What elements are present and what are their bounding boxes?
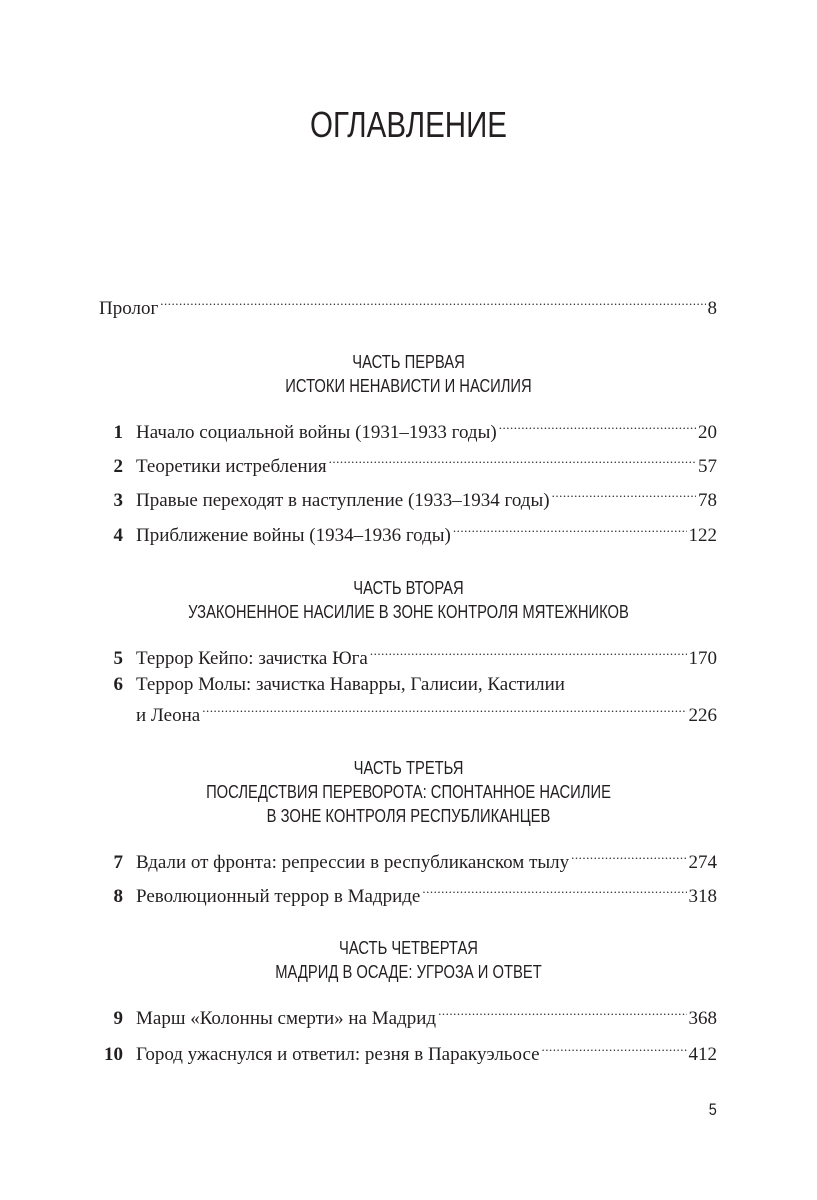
dot-leader — [329, 446, 696, 472]
entry-page: 57 — [698, 456, 717, 477]
page-title: ОГЛАВЛЕНИЕ — [309, 104, 508, 145]
toc-entry-chapter[interactable] — [99, 842, 717, 873]
part-title: МАДРИД В ОСАДЕ: УГРОЗА И ОТВЕТ — [275, 962, 542, 982]
entry-title: Вдали от фронта: репрессии в республиканском тылу — [136, 852, 570, 873]
entry-page: 170 — [688, 648, 717, 669]
entry-title: Город ужаснулся и ответил: резня в Паракуэльосе — [136, 1044, 540, 1065]
chapter-number: 3 — [113, 490, 123, 511]
dot-leader — [160, 288, 705, 314]
part-title: ИСТОКИ НЕНАВИСТИ И НАСИЛИЯ — [285, 376, 532, 396]
entry-title: Террор Молы: зачистка Наварры, Галисии, Кастилии — [136, 674, 565, 695]
part-title: УЗАКОНЕННОЕ НАСИЛИЕ В ЗОНЕ КОНТРОЛЯ МЯТЕЖНИКОВ — [188, 602, 629, 622]
toc-entry-chapter[interactable] — [99, 638, 717, 669]
chapter-number: 7 — [113, 852, 123, 873]
toc-entry-prologue[interactable] — [99, 288, 717, 319]
entry-page: 226 — [688, 705, 717, 726]
part-heading-1 — [0, 350, 817, 398]
part-label: ЧАСТЬ ЧЕТВЕРТАЯ — [339, 938, 478, 958]
dot-leader — [571, 842, 686, 868]
part-heading-2 — [0, 576, 817, 624]
dot-leader — [453, 515, 687, 541]
entry-title: Террор Кейпо: зачистка Юга — [136, 648, 368, 669]
entry-page: 412 — [688, 1044, 717, 1065]
entry-page: 78 — [698, 490, 717, 511]
toc-entry-chapter[interactable] — [99, 998, 717, 1029]
toc-entry-chapter[interactable] — [99, 876, 717, 907]
toc-entry-continuation[interactable] — [136, 695, 717, 726]
part-label: ЧАСТЬ ТРЕТЬЯ — [353, 758, 464, 778]
dot-leader — [552, 480, 696, 506]
dot-leader — [542, 1034, 687, 1060]
entry-title: Марш «Колонны смерти» на Мадрид — [136, 1008, 437, 1029]
part-title: ПОСЛЕДСТВИЯ ПЕРЕВОРОТА: СПОНТАННОЕ НАСИЛИЕ — [206, 782, 611, 802]
chapter-number: 9 — [113, 1008, 123, 1029]
entry-page: 318 — [688, 886, 717, 907]
entry-title: Начало социальной войны (1931–1933 годы) — [136, 422, 497, 443]
chapter-number: 5 — [113, 648, 123, 669]
chapter-number: 2 — [113, 456, 123, 477]
dot-leader — [438, 998, 686, 1024]
part-label: ЧАСТЬ ВТОРАЯ — [353, 578, 464, 598]
part-label: ЧАСТЬ ПЕРВАЯ — [352, 352, 465, 372]
page-number: 5 — [708, 1100, 717, 1119]
dot-leader — [499, 412, 696, 438]
chapter-number: 10 — [104, 1044, 123, 1065]
dot-leader — [202, 695, 686, 721]
entry-title: Приближение войны (1934–1936 годы) — [136, 525, 451, 546]
entry-page: 8 — [707, 298, 717, 319]
toc-entry-chapter[interactable] — [99, 480, 717, 511]
dot-leader — [422, 876, 686, 902]
toc-entry-chapter[interactable] — [99, 412, 717, 443]
entry-page: 274 — [688, 852, 717, 873]
entry-title-continued: и Леона — [136, 705, 201, 726]
chapter-number: 1 — [113, 422, 123, 443]
entry-title: Правые переходят в наступление (1933–1934 годы) — [136, 490, 550, 511]
chapter-number: 6 — [113, 674, 123, 695]
entry-title: Пролог — [99, 298, 159, 319]
part-heading-4 — [0, 936, 817, 984]
part-title-cont: В ЗОНЕ КОНТРОЛЯ РЕСПУБЛИКАНЦЕВ — [266, 806, 551, 826]
dot-leader — [370, 638, 687, 664]
toc-entry-chapter[interactable] — [99, 446, 717, 477]
entry-page: 20 — [698, 422, 717, 443]
chapter-number: 8 — [113, 886, 123, 907]
entry-title: Революционный террор в Мадриде — [136, 886, 421, 907]
entry-page: 122 — [688, 525, 717, 546]
entry-page: 368 — [688, 1008, 717, 1029]
part-heading-3 — [0, 756, 817, 828]
toc-entry-chapter[interactable] — [99, 1034, 717, 1065]
toc-entry-chapter[interactable] — [99, 515, 717, 546]
entry-title: Теоретики истребления — [136, 456, 327, 477]
chapter-number: 4 — [113, 525, 123, 546]
